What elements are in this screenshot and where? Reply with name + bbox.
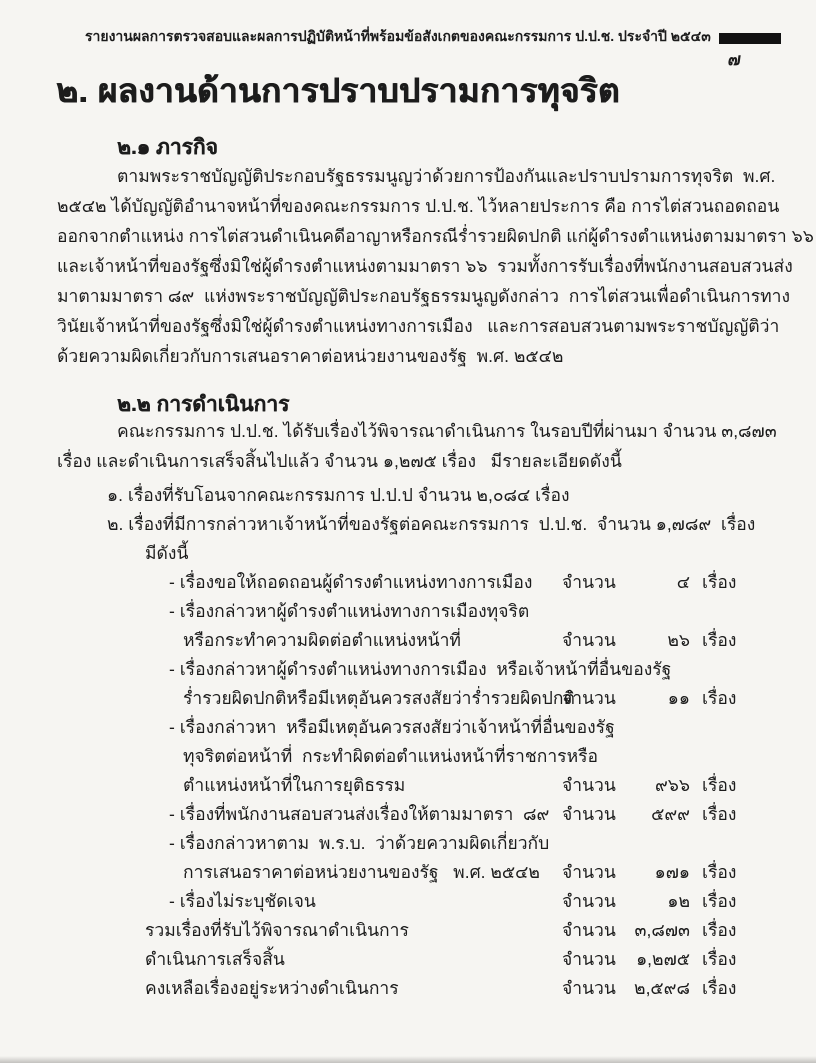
detail-row [57, 800, 759, 829]
amount-value: ๔ [676, 572, 690, 592]
sub-list-intro: มีดังนี้ [145, 543, 189, 563]
amount-label: จำนวน [562, 572, 616, 592]
amount-label: จำนวน [562, 862, 616, 882]
unit-label: เรื่อง [702, 978, 737, 998]
page-number: ๗ [726, 50, 743, 69]
amount-value: ๙๖๖ [654, 775, 690, 795]
numbered-item-2: ๒. เรื่องที่มีการกล่าวหาเจ้าหน้าที่ของรัฐต่อคณะกรรมการ ป.ป.ช. จำนวน ๑,๗๘๙ เรื่อง [107, 514, 756, 534]
detail-row [57, 887, 759, 916]
amount-value: ๑,๒๗๕ [636, 949, 690, 969]
header-rule-bar [719, 33, 781, 44]
unit-label: เรื่อง [702, 804, 737, 824]
detail-row [57, 655, 759, 713]
summary-row-completed [57, 945, 759, 974]
unit-label: เรื่อง [702, 891, 737, 911]
amount-value: ๑๒ [667, 891, 690, 911]
amount-label: จำนวน [562, 688, 616, 708]
detail-text: - เรื่องกล่าวหาผู้ดำรงตำแหน่งทางการเมือง หรือเจ้าหน้าที่อื่นของรัฐ [169, 659, 672, 679]
detail-text: - เรื่องกล่าวหาตาม พ.ร.บ. ว่าด้วยความผิดเกี่ยวกับ [169, 833, 550, 853]
paragraph-line: ด้วยความผิดเกี่ยวกับการเสนอราคาต่อหน่วยงานของรัฐ พ.ศ. ๒๕๔๒ [57, 346, 564, 366]
paragraph-line: ตามพระราชบัญญัติประกอบรัฐธรรมนูญว่าด้วยการป้องกันและปราบปรามการทุจริต พ.ศ. [117, 166, 776, 186]
unit-label: เรื่อง [702, 572, 737, 592]
unit-label: เรื่อง [702, 862, 737, 882]
detail-text: ตำแหน่งหน้าที่ในการยุติธรรม [183, 775, 406, 795]
unit-label: เรื่อง [702, 688, 737, 708]
amount-value: ๒๖ [667, 630, 690, 650]
running-header [85, 26, 785, 48]
summary-row-remaining [57, 974, 759, 1003]
section-heading-mission: ๒.๑ ภารกิจ [117, 136, 218, 159]
unit-label: เรื่อง [702, 920, 737, 940]
case-statistics-list [57, 481, 759, 1003]
scan-shadow-edge [0, 1056, 816, 1063]
detail-text: - เรื่องไม่ระบุชัดเจน [169, 891, 316, 911]
numbered-item-1: ๑. เรื่องที่รับโอนจากคณะกรรมการ ป.ป.ป จำนวน ๒,๐๘๔ เรื่อง [107, 485, 570, 505]
paragraph-line: ออกจากตำแหน่ง การไต่สวนดำเนินคดีอาญาหรือกรณีร่ำรวยผิดปกติ แก่ผู้ดำรงตำแหน่งตามมาตรา ๖๖ [57, 226, 814, 246]
detail-text: การเสนอราคาต่อหน่วยงานของรัฐ พ.ศ. ๒๕๔๒ [183, 862, 540, 882]
detail-text: ร่ำรวยผิดปกติหรือมีเหตุอันควรสงสัยว่าร่ำรวยผิดปกติ [183, 688, 575, 708]
page-title: ๒. ผลงานด้านการปราบปรามการทุจริต [56, 72, 620, 109]
amount-value: ๕๙๙ [651, 804, 690, 824]
amount-value: ๒,๕๙๘ [634, 978, 690, 998]
detail-row [57, 713, 759, 800]
detail-text: - เรื่องกล่าวหา หรือมีเหตุอันควรสงสัยว่าเจ้าหน้าที่อื่นของรัฐ [169, 717, 615, 737]
detail-text: หรือกระทำความผิดต่อตำแหน่งหน้าที่ [183, 630, 461, 650]
operations-paragraph [57, 416, 777, 476]
running-header-title: รายงานผลการตรวจสอบและผลการปฏิบัติหน้าที่พร้อมข้อสังเกตของคณะกรรมการ ป.ป.ช. ประจำปี ๒๕๔๓ [85, 28, 711, 44]
paragraph-line: ๒๕๔๒ ได้บัญญัติอำนาจหน้าที่ของคณะกรรมการ ป.ป.ช. ไว้หลายประการ คือ การไต่สวนถอดถอน [57, 196, 780, 216]
unit-label: เรื่อง [702, 949, 737, 969]
amount-label: จำนวน [562, 630, 616, 650]
amount-value: ๑๑ [667, 688, 690, 708]
amount-label: จำนวน [562, 978, 616, 998]
section-heading-operations: ๒.๒ การดำเนินการ [117, 393, 290, 416]
paragraph-line: เรื่อง และดำเนินการเสร็จสิ้นไปแล้ว จำนวน ๑,๒๗๕ เรื่อง มีรายละเอียดดังนี้ [57, 451, 622, 471]
amount-label: จำนวน [562, 949, 616, 969]
detail-row [57, 568, 759, 597]
detail-text: ทุจริตต่อหน้าที่ กระทำผิดต่อตำแหน่งหน้าที่ราชการหรือ [183, 746, 599, 766]
amount-value: ๑๗๑ [654, 862, 690, 882]
amount-label: จำนวน [562, 891, 616, 911]
unit-label: เรื่อง [702, 775, 737, 795]
summary-text: ดำเนินการเสร็จสิ้น [145, 949, 285, 969]
paragraph-line: คณะกรรมการ ป.ป.ช. ได้รับเรื่องไว้พิจารณาดำเนินการ ในรอบปีที่ผ่านมา จำนวน ๓,๘๗๓ [117, 421, 777, 441]
summary-row-total [57, 916, 759, 945]
paragraph-line: มาตามมาตรา ๘๙ แห่งพระราชบัญญัติประกอบรัฐธรรมนูญดังกล่าว การไต่สวนเพื่อดำเนินการทาง [57, 286, 791, 306]
paragraph-line: และเจ้าหน้าที่ของรัฐซึ่งมิใช่ผู้ดำรงตำแหน่งตามมาตรา ๖๖ รวมทั้งการรับเรื่องที่พนักงานสอบสวนส่ง [57, 256, 793, 276]
amount-label: จำนวน [562, 775, 616, 795]
amount-label: จำนวน [562, 804, 616, 824]
detail-text: - เรื่องกล่าวหาผู้ดำรงตำแหน่งทางการเมืองทุจริต [169, 601, 530, 621]
paragraph-line: วินัยเจ้าหน้าที่ของรัฐซึ่งมิใช่ผู้ดำรงตำแหน่งทางการเมือง และการสอบสวนตามพระราชบัญญัติว่า [57, 316, 780, 336]
detail-row [57, 597, 759, 655]
summary-text: คงเหลือเรื่องอยู่ระหว่างดำเนินการ [145, 978, 399, 998]
amount-value: ๓,๘๗๓ [634, 920, 690, 940]
detail-text: - เรื่องขอให้ถอดถอนผู้ดำรงตำแหน่งทางการเมือง [169, 572, 533, 592]
unit-label: เรื่อง [702, 630, 737, 650]
amount-label: จำนวน [562, 920, 616, 940]
detail-row [57, 829, 759, 887]
detail-text: - เรื่องที่พนักงานสอบสวนส่งเรื่องให้ตามมาตรา ๘๙ [169, 804, 550, 824]
mission-paragraph [57, 161, 814, 371]
summary-text: รวมเรื่องที่รับไว้พิจารณาดำเนินการ [145, 920, 409, 940]
